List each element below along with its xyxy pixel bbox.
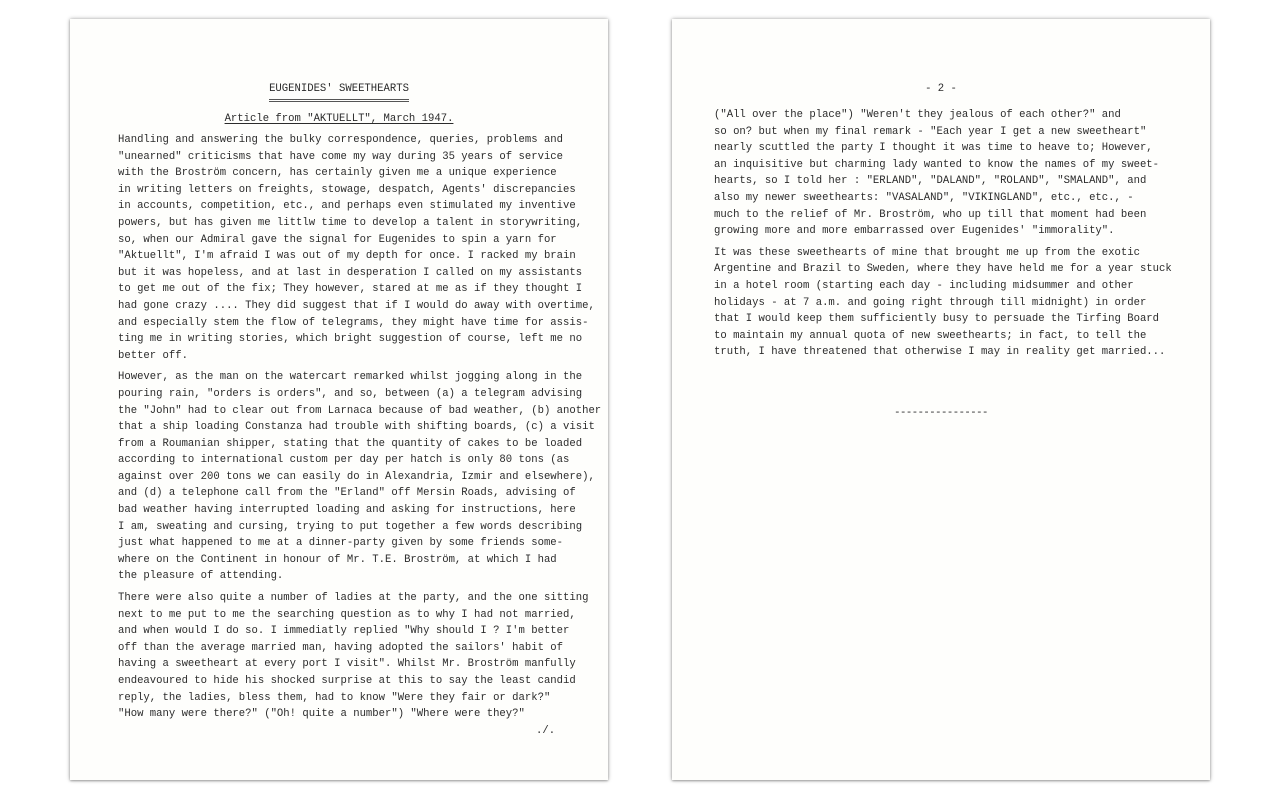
text-line: with the Broström concern, has certainly given me a unique experience <box>118 167 557 180</box>
text-line: having a sweetheart at every port I visit". Whilst Mr. Broström manfully <box>118 658 576 671</box>
text-line: the pleasure of attending. <box>118 570 284 583</box>
text-line: to get me out of the fix; They however, stared at me as if they thought I <box>118 283 583 296</box>
document-title: EUGENIDES' SWEETHEARTS <box>70 81 608 102</box>
text-line: against over 200 tons we can easily do in Alexandria, Izmir and elsewhere), <box>118 470 595 483</box>
text-line: powers, but has given me littlw time to develop a talent in storywriting, <box>118 216 583 229</box>
text-line: better off. <box>118 349 188 362</box>
text-line: had gone crazy .... They did suggest that if I would do away with overtime, <box>118 299 595 312</box>
text-line: endeavoured to hide his shocked surprise at this to say the least candid <box>118 675 576 687</box>
text-line: nearly scuttled the party I thought it was time to heave to; However, <box>714 142 1153 155</box>
text-line: the "John" had to clear out from Larnaca because of bad weather, (b) another <box>118 404 602 417</box>
text-line: so, when our Admiral gave the signal for Eugenides to spin a yarn for <box>118 233 557 246</box>
text-line: also my newer sweethearts: "VASALAND", "VIKINGLAND", etc., etc., - <box>714 191 1134 204</box>
text-line: just what happened to me at a dinner-party given by some friends some- <box>118 537 564 550</box>
text-line: Handling and answering the bulky correspondence, queries, problems and <box>118 134 564 146</box>
text-line: hearts, so I told her : "ERLAND", "DALAND", "ROLAND", "SMALAND", and <box>714 175 1147 188</box>
paragraph <box>118 369 602 585</box>
text-line: and especially stem the flow of telegrams, they might have time for assis- <box>118 316 589 329</box>
text-line: an inquisitive but charming lady wanted to know the names of my sweet- <box>714 158 1160 171</box>
text-line: so on? but when my final remark - "Each year I get a new sweetheart" <box>714 125 1147 138</box>
page-number: - 2 - <box>925 83 957 95</box>
text-line: "How many were there?" ("Oh! quite a number") "Where were they?" <box>118 708 525 721</box>
text-line: However, as the man on the watercart remarked whilst jogging along in the <box>118 371 583 384</box>
document-subtitle: Article from "AKTUELLT", March 1947. <box>224 113 454 125</box>
text-line: and when would I do so. I immediatly replied "Why should I ? I'm better <box>118 625 570 638</box>
text-line: that a ship loading Constanza had trouble with shifting boards, (c) a visit <box>118 421 595 434</box>
text-line: growing more and more embarrassed over Eugenides' "immorality". <box>714 225 1115 238</box>
text-line: in accounts, competition, etc., and perhaps even stimulated my inventive <box>118 200 576 213</box>
continuation-mark: ./. <box>536 725 556 737</box>
text-line: holidays - at 7 a.m. and going right through till midnight) in order <box>714 296 1147 309</box>
paragraph <box>714 107 1194 240</box>
paragraph <box>118 590 588 723</box>
text-line: "Aktuellt", I'm afraid I was out of my depth for once. I racked my brain <box>118 250 576 263</box>
text-line: to maintain my annual quota of new sweethearts; in fact, to tell the <box>714 329 1147 342</box>
paragraph <box>118 132 595 364</box>
text-line: next to me put to me the searching question as to why I had not married, <box>118 608 576 621</box>
text-line: Argentine and Brazil to Sweden, where they have held me for a year stuck <box>714 263 1172 276</box>
text-line: off than the average married man, having adopted the sailors' habit of <box>118 641 564 654</box>
text-line: ("All over the place") "Weren't they jealous of each other?" and <box>714 109 1121 121</box>
text-line: according to international custom per day per hatch is only 80 tons (as <box>118 454 570 467</box>
text-line: and (d) a telephone call from the "Erland" off Mersin Roads, advising of <box>118 487 576 500</box>
text-line: bad weather having interrupted loading and asking for instructions, here <box>118 504 576 517</box>
page-1 <box>70 19 608 780</box>
text-line: but it was hopeless, and at last in desperation I called on my assistants <box>118 266 583 279</box>
text-line: It was these sweethearts of mine that brought me up from the exotic <box>714 246 1140 259</box>
text-line: "unearned" criticisms that have come my way during 35 years of service <box>118 150 564 163</box>
text-line: that I would keep them sufficiently busy to persuade the Tirfing Board <box>714 313 1160 326</box>
text-line: where on the Continent in honour of Mr. T.E. Broström, at which I had <box>118 553 557 566</box>
text-line: much to the relief of Mr. Broström, who up till that moment had been <box>714 208 1147 221</box>
text-line: ting me in writing stories, which bright suggestion of course, left me no <box>118 333 583 346</box>
text-line: reply, the ladies, bless them, had to know "Were they fair or dark?" <box>118 691 551 704</box>
text-line: pouring rain, "orders is orders", and so, between (a) a telegram advising <box>118 387 583 400</box>
text-line: There were also quite a number of ladies at the party, and the one sitting <box>118 592 589 605</box>
page-2-body <box>714 107 1194 366</box>
text-line: I am, sweating and cursing, trying to put together a few words describing <box>118 520 583 533</box>
text-line: from a Roumanian shipper, stating that the quantity of cakes to be loaded <box>118 437 583 450</box>
page-1-body <box>118 132 602 728</box>
text-line: in a hotel room (starting each day - including midsummer and other <box>714 279 1134 292</box>
text-line: in writing letters on freights, stowage, despatch, Agents' discrepancies <box>118 183 576 196</box>
end-rule: ---------------- <box>894 407 988 419</box>
text-line: truth, I have threatened that otherwise I may in reality get married... <box>714 346 1166 359</box>
paragraph <box>714 245 1194 361</box>
page-2 <box>672 19 1210 780</box>
